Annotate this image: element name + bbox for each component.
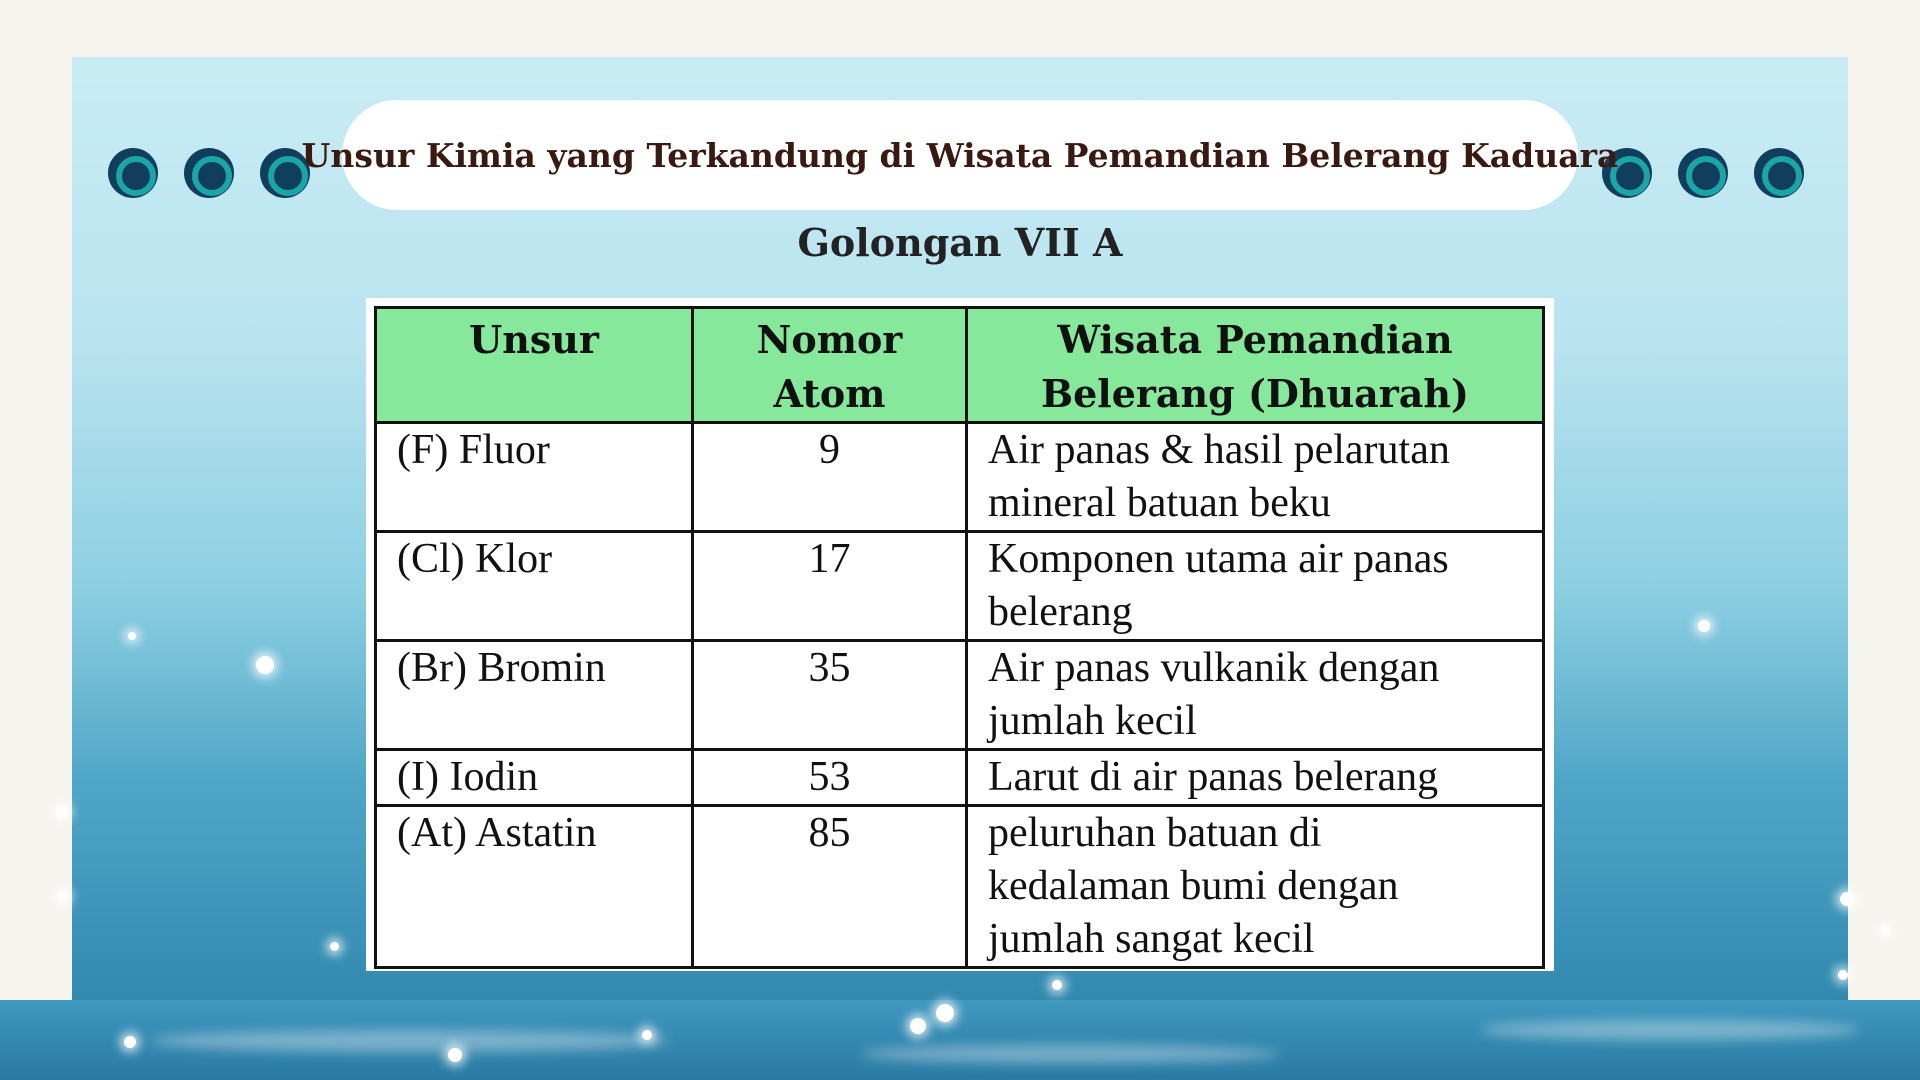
section-subtitle: Golongan VII A [797, 220, 1123, 265]
sparkle-decoration [910, 1018, 926, 1034]
desc-line: Larut di air panas belerang [988, 754, 1439, 800]
table-row [376, 641, 1544, 750]
header-nomor-line2: Atom [773, 371, 886, 416]
cell-nomor-atom: 53 [693, 750, 967, 806]
cell-unsur: (Br) Bromin [376, 641, 693, 750]
water-highlight [860, 1045, 1280, 1063]
cell-description [967, 423, 1544, 532]
title-banner [301, 100, 1619, 210]
table-row [376, 750, 1544, 806]
circle-icon [108, 148, 164, 204]
cell-unsur: (Cl) Klor [376, 532, 693, 641]
cell-description [967, 806, 1544, 968]
cell-description [967, 641, 1544, 750]
sparkle-decoration [1698, 620, 1710, 632]
cell-description [967, 750, 1544, 806]
cell-nomor-atom: 35 [693, 641, 967, 750]
cell-nomor-atom: 85 [693, 806, 967, 968]
element-table [374, 306, 1545, 969]
desc-line: jumlah sangat kecil [988, 916, 1315, 962]
sparkle-decoration [936, 1004, 954, 1022]
header-wisata-line2: Belerang (Dhuarah) [1040, 371, 1470, 416]
desc-line: Komponen utama air panas [988, 536, 1449, 582]
water-highlight [150, 1030, 670, 1052]
table-header-row [376, 308, 1544, 423]
cell-nomor-atom: 17 [693, 532, 967, 641]
cell-unsur: (F) Fluor [376, 423, 693, 532]
header-unsur [376, 308, 693, 423]
sparkle-decoration [1882, 926, 1890, 934]
header-wisata-line1: Wisata Pemandian [1057, 317, 1453, 362]
header-wisata [967, 308, 1544, 423]
sparkle-decoration [1840, 892, 1854, 906]
desc-line: Air panas vulkanik dengan [988, 645, 1440, 691]
cell-unsur: (I) Iodin [376, 750, 693, 806]
circle-icon [184, 148, 240, 204]
circle-icon [1678, 148, 1734, 204]
cell-description [967, 532, 1544, 641]
sparkle-decoration [256, 656, 274, 674]
sparkle-decoration [448, 1048, 462, 1062]
sparkle-decoration [128, 632, 136, 640]
sparkle-decoration [1052, 980, 1062, 990]
sparkle-decoration [124, 1036, 136, 1048]
water-highlight [1480, 1020, 1860, 1040]
table-row [376, 806, 1544, 968]
cell-nomor-atom: 9 [693, 423, 967, 532]
header-unsur-label: Unsur [469, 317, 599, 362]
desc-line: mineral batuan beku [988, 480, 1331, 526]
table-row [376, 423, 1544, 532]
page-title: Unsur Kimia yang Terkandung di Wisata Pemandian Belerang Kaduara [301, 135, 1619, 175]
desc-line: Air panas & hasil pelarutan [988, 427, 1450, 473]
element-table-card [366, 298, 1554, 971]
sparkle-decoration [56, 806, 68, 818]
desc-line: kedalaman bumi dengan [988, 863, 1399, 909]
sparkle-decoration [1838, 970, 1848, 980]
cell-unsur: (At) Astatin [376, 806, 693, 968]
circle-icon [1754, 148, 1810, 204]
sparkle-decoration [642, 1030, 652, 1040]
header-nomor-line1: Nomor [756, 317, 903, 362]
desc-line: peluruhan batuan di [988, 810, 1322, 856]
sparkle-decoration [330, 942, 339, 951]
header-nomor-atom [693, 308, 967, 423]
desc-line: belerang [988, 589, 1133, 635]
desc-line: jumlah kecil [988, 698, 1197, 744]
sparkle-decoration [58, 892, 68, 902]
table-row [376, 532, 1544, 641]
